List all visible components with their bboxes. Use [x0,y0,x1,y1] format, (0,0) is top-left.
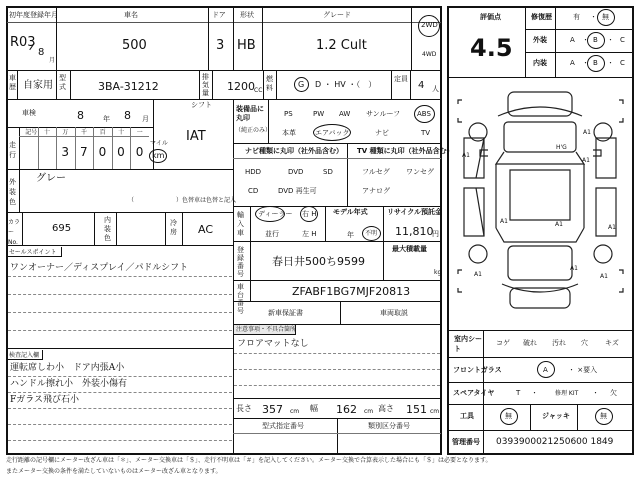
spare-missing: 欠 [610,389,617,397]
ruled-line [8,392,232,393]
row-line [448,330,633,331]
mileage-digit: 0 [98,145,107,159]
row-line [525,29,633,30]
jack-value: 無 [600,412,607,420]
inspector-line-2: ハンドル擦れ小 外装小傷有 [10,379,128,389]
front-glass-a: A [543,366,548,374]
ext-grade-sep: ・ [607,36,614,44]
row-line [7,348,233,349]
col-line [250,241,251,301]
ruled-line [234,353,440,354]
col-line [208,7,209,70]
footer-line-2: またメーター交換の条件を満たしていないものはメーター改ざん車となります。 [6,468,222,475]
col-line [94,212,95,245]
mgmt-label: 管理番号 [452,438,480,446]
mileage-unit-label: 千 [81,129,88,136]
fuel-g: G [298,80,305,89]
displacement-label: 排気量 [202,73,209,97]
spare-kit: 修理 KIT [555,390,579,397]
door-label: ドア [212,11,226,19]
color-no-label: カラーNo. [8,219,21,246]
col-line [262,7,263,70]
doors: 3 [216,38,225,53]
navi-dvd: DVD [288,168,304,176]
sales-label: セールスポイント [9,249,57,256]
length: 357 [262,403,283,416]
spare-sep: ・ [531,389,538,397]
import-parallel: 並行 [265,230,279,238]
int-grade-b: B [593,59,598,67]
int-grade-sep: ・ [582,59,589,67]
navi-cd: CD [248,187,259,195]
registration-label: 登録番号 [237,246,244,278]
mileage-unit-label: 万 [62,129,69,136]
navi-dvd-play: DVD 再生可 [278,187,317,195]
equip-tv: TV [421,129,431,137]
mileage-digit: 3 [61,145,70,159]
damage-mark: A1 [555,221,563,228]
month-unit: 月 [49,57,56,64]
height: 151 [406,403,427,416]
row-line [233,398,441,399]
row-line [233,241,441,242]
tv-label: TV 種類に丸印（社外品含む） [357,147,454,155]
col-line [276,70,277,99]
sales-label-box [7,247,62,257]
damage-mark: A1 [582,157,590,164]
col-line [268,99,269,143]
fuel-rest: D ・ HV ・（ ） [315,80,377,89]
damage-mark: A1 [474,271,482,278]
spare-t: T [516,389,521,397]
model: 3BA-31212 [98,80,159,93]
damage-mark: A1 [462,152,470,159]
import-unknown: 不明 [365,230,378,237]
ruled-line [8,376,232,377]
repair-no: 無 [602,13,609,21]
int-grade-c: C [620,59,625,67]
inspector-label: 検査記入欄 [9,352,40,359]
ext-grade-a: A [570,36,575,44]
col-line [233,7,234,70]
import-dealer: ディーラー [258,210,293,218]
front-glass-b: ・ ×要入 [568,366,598,374]
row-line [448,357,633,358]
ruled-line [8,294,232,295]
col-line [70,70,71,99]
equip-pw: PW [313,110,325,118]
mileage-unit-label: 一 [136,129,143,136]
col-line [525,7,526,77]
col-line [112,127,113,169]
ruled-line [234,385,440,386]
shape: HB [237,38,256,53]
col-line [410,70,411,99]
row-line [7,212,233,213]
row-line [7,169,233,170]
col-line [130,127,131,169]
col-line [38,127,39,169]
year-unit: 年 [103,115,110,123]
seat-dirt: 汚れ [552,339,566,347]
mile-label: マイル [150,140,168,147]
row-line [233,280,441,281]
col-line [411,7,412,70]
width: 162 [336,403,357,416]
ruled-line [8,424,232,425]
warranty: 新車保証書 [268,309,303,317]
color-no: 695 [52,223,72,234]
interior-label: 内装色 [104,216,111,242]
month-unit: 月 [142,115,149,123]
row-line [233,158,441,159]
navi-hdd: HDD [245,168,262,176]
col-line [199,70,200,99]
shape-label: 形状 [240,11,254,19]
col-line [325,206,326,241]
notes-value: フロアマットなし [237,339,309,349]
col-line [555,7,556,77]
length-label: 長さ [236,404,252,413]
jack-label: ジャッキ [542,412,570,420]
inspector-line-3: Fガラス飛び石小 [10,395,79,405]
score-value: 4.5 [470,34,513,62]
notes-label: 注意事項・不具合箇所 [236,326,297,333]
col-line [577,404,578,430]
car-damage-diagram [448,78,633,330]
mileage-unit-label: 十 [118,129,125,136]
use: 自家用 [23,80,53,91]
cm-unit: cm [430,408,440,415]
import-left: 左 H [302,230,317,238]
col-line [263,70,264,99]
class-label: 類別区分番号 [368,422,410,430]
mileage-unit-label: 百 [99,129,106,136]
col-line [250,206,251,241]
int-grade-a: A [570,59,575,67]
registration-plate: 春日井500ち9599 [272,255,365,268]
col-line [530,404,531,430]
front-glass-label: フロントガラス [453,366,502,374]
cm-unit: cm [290,408,300,415]
tv-fullseg: フルセグ [362,168,390,176]
interior-grade-label: 内装 [533,59,547,67]
equip-leather: 本革 [282,129,296,137]
equip-sunroof: サンルーフ [366,110,401,118]
col-line [165,212,166,245]
tv-analog: アナログ [362,187,390,195]
cm-unit: cm [364,408,374,415]
inspector-line-1: 運転席しわ小 ドア内張A小 [10,363,125,373]
vin-value: ZFABF1BG7MJF20813 [292,285,411,298]
row-line [448,430,633,431]
row-line [448,404,633,405]
car-name-label: 車名 [124,11,138,19]
col-line [340,301,341,324]
navi-sd: SD [323,168,333,176]
load-label: 最大積載量 [392,245,427,253]
col-line [182,212,183,245]
exterior-grade-label: 外装 [533,36,547,44]
spare-sep: ・ [592,389,599,397]
row-line [7,99,441,100]
model-label: 型式 [59,74,66,91]
exterior-label: 外装色 [9,178,16,206]
vin-label: 車台番号 [237,283,244,315]
seat-burn: コゲ [496,339,510,347]
col-line [17,70,18,99]
displacement: 1200 [227,80,255,93]
row-line [448,382,633,383]
first-reg-label: 初年度登録年月 [9,11,58,19]
col-line [75,127,76,169]
first-reg-month: 8 [38,47,45,58]
damage-mark: A1 [600,273,608,280]
col-line [22,212,23,245]
seat-tear: 破れ [523,339,537,347]
shift: IAT [186,129,206,144]
equip-aw: AW [339,110,351,118]
damage-mark: A1 [500,218,508,225]
row-line [525,52,633,53]
col-line [93,127,94,169]
row-line [7,22,441,23]
first-reg-year: R03 [10,35,36,50]
col-line [56,127,57,169]
row-line [7,70,441,71]
inspection-label: 車検 [22,109,36,117]
int-grade-sep: ・ [607,59,614,67]
footer-line-1: 走行距離の記号欄にメーター改ざん車は「＊」、メーター交換車は「＄」、走行不明車は「＃」を記入してください。メーター交換で合算表示した場合にも「＄」は必要となります。 [6,457,492,464]
exterior-color: グレー [36,173,66,184]
capacity-label: 定員 [394,75,408,83]
mileage-label: 走行 [9,141,16,159]
cc-unit: CC [254,87,263,94]
inspection-year: 8 [77,109,84,122]
col-line [56,70,57,99]
col-line [19,169,20,212]
repair-sep: ・ [590,13,597,21]
row-line [233,433,441,434]
col-line [19,127,20,169]
col-line [391,70,392,99]
mileage-digit: 0 [135,145,144,159]
ruled-line [8,440,232,441]
ext-grade-b: B [593,36,598,44]
col-line [337,418,338,455]
equipment-sub: （純正のみ） [235,127,272,134]
repair-yes: 有 [573,13,580,21]
tv-oneseg: ワンセグ [406,168,434,176]
recycle-label: リサイクル預託金 [387,208,443,216]
ruled-line [8,330,232,331]
col-line [212,70,213,99]
col-line [347,143,348,206]
repair-label: 修復歴 [531,13,552,21]
recycle-amount: 11,810 [395,225,434,238]
capacity: 4 [418,80,425,91]
import-label: 輸入車 [237,211,244,237]
ac-label: 冷房 [170,219,177,236]
damage-mark: A1 [570,265,578,272]
damage-mark: A1 [583,129,591,136]
navi-label: ナビ種類に丸印（社外品含む） [245,147,343,155]
import-right: 右 H [302,210,317,218]
inspection-month: 8 [124,109,131,122]
sales-point: ワンオーナー／ディスプレイ／パドルシフト [10,263,189,273]
col-line [233,99,234,455]
ruled-line [8,408,232,409]
kg-unit: kg [434,269,442,276]
row-line [233,301,441,302]
inspector-label-box [7,350,43,360]
drive-4wd: 4WD [422,51,437,58]
ruled-line [234,369,440,370]
ruled-line [8,312,232,313]
spare-label: スペアタイヤ [453,389,495,397]
grade: 1.2 Cult [316,38,367,53]
mgmt-value: 0393900021250600 1849 [496,437,614,447]
damage-mark: A1 [608,224,616,231]
seat-hole: 穴 [581,339,588,347]
mileage-unit-label: 記号 [25,129,38,136]
seat-label: 室内シート [454,335,482,353]
width-label: 幅 [310,404,318,413]
mileage-unit-label: 十 [43,129,50,136]
height-label: 高さ [378,404,394,413]
ext-grade-c: C [620,36,625,44]
km-label: km [152,151,165,160]
car-name: 500 [122,38,147,53]
shift-label: シフト [191,101,212,109]
col-line [383,206,384,280]
tools-value: 無 [505,412,512,420]
equip-airbag: エアバック [315,129,350,137]
equip-navi: ナビ [375,129,389,137]
drive-2wd: 2WD [421,21,438,29]
damage-mark-hg: H'G [556,144,567,151]
use-label: 車歴 [9,74,16,91]
fuel-label: 燃料 [266,75,273,92]
manual: 車両取説 [380,309,408,317]
capacity-unit: 人 [432,85,439,93]
year-unit: 年 [347,231,354,239]
row-line [7,245,233,246]
ac: AC [198,223,214,236]
equip-abs: ABS [417,110,431,118]
mileage-digit: 0 [117,145,125,159]
grade-label: グレード [323,11,351,19]
exterior-note: （ ）色替車は色替と記入 [128,197,237,204]
equip-ps: PS [284,110,293,118]
ext-grade-sep: ・ [582,36,589,44]
model-year-label: モデル年式 [333,208,368,216]
seat-scratch: キズ [605,339,619,347]
score-label: 評価点 [480,13,501,21]
mileage-digit: 7 [80,145,88,159]
type-label: 型式指定番号 [262,422,304,430]
equipment-label: 装備品に丸印 [236,105,264,122]
yen-unit: 円 [432,230,439,238]
tools-label: 工具 [460,412,474,420]
row-line [233,143,441,144]
ruled-line [8,276,232,277]
col-line [116,212,117,245]
